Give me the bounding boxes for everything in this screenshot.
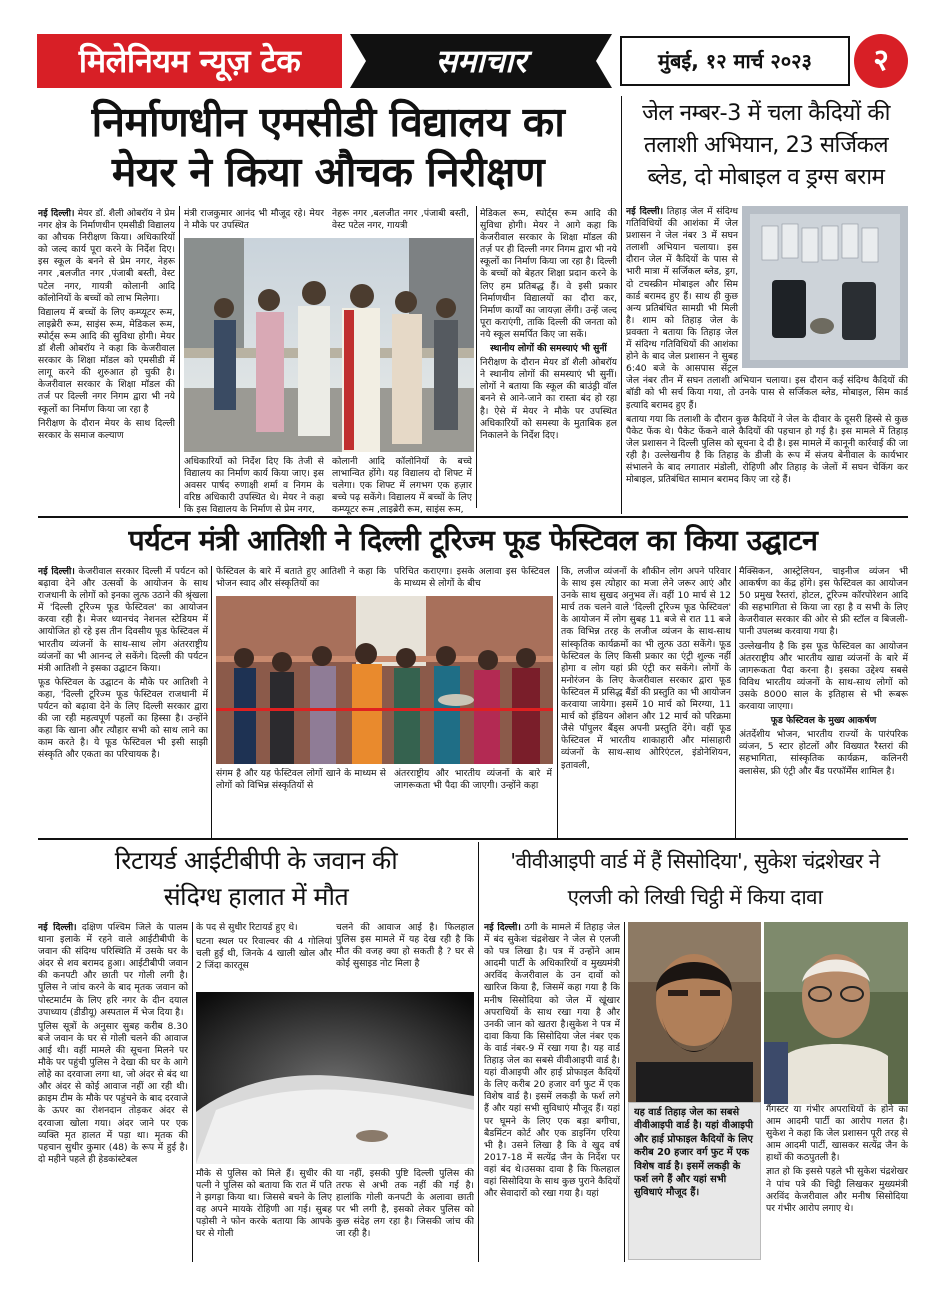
- story4-rule-1: [192, 922, 193, 1262]
- story3-col2-bottom: संगम है और यह फेस्टिवल लोगों खाने के माध्यम से लोगों को विभिन्न संस्कृतियों से: [216, 768, 386, 792]
- story2-p2: बताया गया कि तलाशी के दौरान कुछ कैदियों ने जेल के दीवार के दूसरी हिस्से से कुछ पैकेट फेंक थे। पैकेट फेंकने वाले कैदियों की पहचान हो गई है। इस मामले में तिहाड़ जेल प्रशासन ने दिल्ली पुलिस को सूचना दे दी है। इस मामले में कानूनी कार्रवाई की जा रही है। उल्लेखनीय है कि तिहाड़ के डीजी के रूप में संजय बेनीवाल के कार्यभार संभालने के बाद लगातार मंडोली, रोहिणी और तिहाड़ के जेलों में सघन चेकिंग कर मोबाइल, प्रतिबंधित सामान बरामद किए जा रहे हैं।: [626, 413, 908, 486]
- vertical-divider-bottom: [478, 842, 479, 1262]
- story4-col1-text: दक्षिण पश्चिम जिले के पालम थाना इलाके में रहने वाले आईटीबीपी के जवान की संदिग्ध परिस्थिति में उसके घर के अंदर से शव बरामद हुआ। आईटीबीपी जवान की कनपटी और छाती पर गोली लगी है। पुलिस ने जांच करने के बाद मृतक जवान को पोस्टमार्टम के लिए हरि नगर के दीन दयाल उपाध्याय (डीडीयू) अस्पताल में भेज दिया है।: [38, 922, 188, 1018]
- story3-col1-p2: फूड फेस्टिवल के उद्घाटन के मौके पर आतिशी ने कहा, 'दिल्ली टूरिज्म फूड फेस्टिवल राजधानी में पर्यटन को बढ़ावा देने के लिए दिल्ली सरकार द्वारा की जा रही महत्वपूर्ण पहलों का हिस्सा है। उन्होंने कहा कि खाना और त्यौहार सभी को साथ लाने का काम करते है। ये फूड फेस्टिवल भी इसी साझी संस्कृति और एकता का परिचायक है।: [38, 676, 208, 761]
- story5-column-3: [766, 1104, 908, 1262]
- story2-dateline: नई दिल्ली।: [626, 206, 664, 217]
- story4-headline-line2: संदिग्ध हालात में मौत: [163, 882, 349, 911]
- story5-column-1: [484, 922, 620, 1262]
- story2-body: [626, 206, 908, 510]
- masthead: [0, 0, 945, 95]
- story5-col3-text: गैंगस्टर या गंभीर अपराधियों के होने का आम आदमी पार्टी का आरोप गलत है। सुकेश ने कहा कि जेल प्रशासन पूरी तरह से आम आदमी पार्टी, खासकर सत्येंद्र जैन के हाथों की कठपुतली है।: [766, 1104, 908, 1164]
- food-festival-inauguration-photo: [216, 596, 553, 764]
- story1-rule-2: [476, 206, 477, 508]
- story3-col3-top: परिचित कराएगा। इसके अलावा इस फेस्टिवल के माध्यम से लोगों के बीच: [394, 566, 550, 590]
- section-title: समाचार: [435, 42, 527, 80]
- story3-column-4: कि, लजीज व्यंजनों के शौकीन लोग अपने परिवार के साथ इस त्योहार का मजा लेने जरूर आएं और उनके साथ सुखद अनुभव लें। वहीं 10 मार्च से 12 मार्च तक चलने वाले 'दिल्ली टूरिज्म फूड फेस्टिवल' के आयोजन में लोग सुबह 11 बजे से रात 11 बजे तक विभिन्न तरह के लजीज व्यंजन के साथ-साथ सांस्कृतिक कार्यक्रमों का भी लुत्फ उठा सकेंगे। फूड फेस्टिवल के लिए किसी प्रकार का एंट्री शुल्क नहीं होगा व लोग यहां फ्री एंट्री कर सकेंगे। लोगों के मनोरंजन के लिए केजरीवाल सरकार द्वारा फूड फेस्टिवल में प्रसिद्ध बैंडों की प्रस्तुति का भी आयोजन करवाया जायेगा। इसमें 10 मार्च को मिरग्या, 11 मार्च को इंडियन ओशन और 12 मार्च को परिक्रमा जैसे पॉपुलर बैंड्स अपनी प्रस्तुति देंगे। वहीं फूड फेस्टिवल में भारतीय शाकाहारी और मांसाहारी व्यंजनों के साथ-साथ ओरिएंटल, इंडोनेशियन, इतावली,: [561, 566, 731, 771]
- story1-rule-1: [179, 206, 180, 508]
- dateline: मुंबई, १२ मार्च २०२३: [658, 49, 812, 73]
- story4-col2-top-p2: घटना स्थल पर रिवाल्वर की 4 गोलियां चली हुई थी, जिनके 4 खाली खोल और 2 जिंदा कारतूस: [196, 936, 332, 972]
- story1-col4-text: मेडिकल रूम, स्पोर्ट्स रूम आदि की सुविधा होगी। मेयर ने आगे कहा कि केजरीवाल सरकार के शिक्षा मॉडल की तर्ज़ पर ही दिल्ली नगर निगम द्वारा भी नये स्कूलों का निर्माण किया जा रहा है। दिल्ली के बच्चों को बेहतर शिक्षा प्रदान करने के लिए हम प्रतिबद्ध हैं। वे इसी प्रकार निर्माणधीन विद्यालयों का दौरा कर, निर्माण कार्यों का जायज़ा लेंगी। उन्हें जल्द पूरा कराएंगी, ताकि दिल्ली की जनता को नये स्कूल समर्पित किए जा सकें।: [480, 208, 617, 340]
- covered-body-photo: [196, 992, 474, 1164]
- story4-headline-line1: रिटायर्ड आईटीबीपी के जवान की: [114, 846, 398, 875]
- story3-col2-top: फेस्टिवल के बारे में बताते हुए आतिशी ने कहा कि भोजन स्वाद और संस्कृतियों का: [216, 566, 386, 590]
- story4-col3-top: चलने की आवाज आई है। फिलहाल पुलिस इस मामले में यह देख रही है कि मौत की वजह क्या हो सकती है ? घर से कोई सुसाइड नोट मिला है: [336, 922, 474, 970]
- story3-col3-bottom: अंतरराष्ट्रीय और भारतीय व्यंजनों के बारे में जागरूकता भी पैदा की जाएगी। उन्होंने कहा: [394, 768, 552, 792]
- story3-col5-p2: उल्लेखनीय है कि इस फूड फेस्टिवल का आयोजन अंतरराष्ट्रीय और भारतीय खाद्य व्यंजनों के बारे में जागरूकता पैदा करना है। इसका उद्देश्य सबसे विविध भारतीय व्यंजनों के साथ-साथ लोगों को उसके 8000 साल के इतिहास से भी रूबरू करवाया जाएगा।: [739, 640, 908, 713]
- story1-col4-subhead: स्थानीय लोगों की समस्याएं भी सुनीं: [490, 343, 607, 355]
- story3-col1-text: केजरीवाल सरकार दिल्ली में पर्यटन को बढ़ावा देने और उत्सवों के आयोजन के साथ राजधानी के लोगों को इनका लुत्फ उठाने की श्रृंखला में 'दिल्ली टूरिज्म फूड फेस्टिवल' का आयोजन करवा रही है। मेजर ध्यानचंद नेशनल स्टेडियम में आयोजित हो रहे इस तीन दिवसीय फूड फेस्टिवल में भारतीय व्यंजनों के साथ-साथ लोग अंतरराष्ट्रीय व्यंजनों का भी आनन्द ले सकेंगे। दिल्ली की पर्यटन मंत्री आतिशी ने इसका उद्घाटन किया।: [38, 566, 208, 674]
- sukesh-chandrashekhar-photo: [628, 922, 761, 1104]
- page-number: २: [873, 43, 889, 78]
- story2-headline-line3: ब्लेड, दो मोबाइल व ड्रग्स बराम: [647, 164, 885, 190]
- story1-col3-top: नेहरू नगर ,बलजीत नगर ,पंजाबी बस्ती, वेस्ट पटेल नगर, गायत्री: [332, 208, 469, 232]
- story1-dateline: नई दिल्ली।: [38, 208, 75, 219]
- story1-col1-p3: निरीक्षण के दौरान मेयर के साथ दिल्ली सरकार के समाज कल्याण: [38, 417, 175, 441]
- story1-col1-text: मेयर डॉ. शैली ओबरॉय ने प्रेम नगर क्षेत्र के निर्माणधीन एमसीडी विद्यालय का औचक निरीक्षण किया। अधिकारियों को जल्द कार्य पूरा करने के निर्देश दिए। इस स्कूल के बनने से प्रेम नगर, नेहरू नगर ,बलजीत नगर ,पंजाबी बस्ती, वेस्ट पटेल नगर, गायत्री कोलानी आदि कॉलोनियों के बच्चों को लाभ मिलेगा।: [38, 208, 175, 304]
- vertical-divider-top: [621, 96, 622, 514]
- story1-col2-top: मंत्री राजकुमार आनंद भी मौजूद रहे। मेयर ने मौके पर उपस्थित: [184, 208, 324, 232]
- story3-dateline: नई दिल्ली।: [38, 566, 75, 577]
- story5-col1-text: ठगी के मामले में तिहाड़ जेल में बंद सुकेश चंद्रशेखर ने जेल से एलजी को पत्र लिखा है। पत्र में उन्होंने आम आदमी पार्टी के अधिकारियों व मुख्यमंत्री अरविंद केजरीवाल के उन दावों को खारिज किया है, जिसमें कहा गया है कि मनीष सिसोदिया को जेल में खूंखार अपराधियों के साथ रखा गया है और उनकी जान को खतरा है।सुकेश ने पत्र में दावा किया कि सिसोदिया जेल नंबर एक के वार्ड नंबर-9 में रखा गया है। यह वार्ड तिहाड़ जेल का सबसे वीवीआइपी वार्ड है। यहां वीआइपी और हाई प्रोफाइल कैदियों के लिए करीब 20 हजार वर्ग फुट में एक विशेष वार्ड है। इसमें लकड़ी के फर्श लगे हैं और यहां सभी सुविधाएं मौजूद हैं। यहां पर घूमने के लिए एक बड़ा बगीचा, बैडमिंटन कोर्ट और एक डाइनिंग एरिया भी है। उसने लिखा है कि वे खुद वर्ष 2017-18 में सत्येंद्र जैन के निर्देश पर वहां बंद थे।उसका दावा है कि फिलहाल वहां सिसोदिया के साथ कुछ पुराने कैदियों और सेवादारों को रखा गया है। यहां: [484, 922, 620, 1200]
- story3-rule-2: [557, 566, 558, 840]
- story3-col5-subhead: फूड फेस्टिवल के मुख्य आकर्षण: [770, 715, 877, 727]
- story1-col3-bottom: कोलानी आदि कॉलोनियों के बच्चे लाभान्वित होंगे। यह विद्यालय दो शिफ्ट में चलेगा। एक शिफ्ट में लगभग एक हज़ार बच्चे पढ़ सकेंगे। विद्यालय में बच्चों के लिए कम्प्यूटर रूम ,लाइब्रेरी रूम, साइंस रूम,: [332, 456, 472, 516]
- story1-col1-p2: विद्यालय में बच्चों के लिए कम्प्यूटर रूम, लाइब्रेरी रूम, साइंस रूम, मेडिकल रूम, स्पोर्ट्स रूम आदि की सुविधा होगी। मेयर डॉ शैली ओबरॉय ने कहा कि केजरीवाल सरकार के शिक्षा मॉडल को एमसीडी में लागू करने की शुरुआत हो चुकी है। केजरीवाल सरकार के शिक्षा मॉडल की तर्ज पर दिल्ली नगर निगम द्वारा भी नये स्कूलों का निर्माण किया जा रहा है: [38, 306, 175, 415]
- story4-col2-top-text: के पद से सुधीर रिटायर्ड हुए थे।: [196, 922, 298, 933]
- quote-callout-text: यह वार्ड तिहाड़ जेल का सबसे वीवीआइपी वार्ड है। यहां वीआइपी और हाई प्रोफाइल कैदियों के लिए करीब 20 हजार वर्ग फुट में एक विशेष वार्ड है। इसमें लकड़ी के फर्श लगे हैं और यहां सभी सुविधाएं मौजूद हैं।: [634, 1107, 754, 1199]
- story3-column-1: [38, 566, 208, 840]
- story2-headline-line1: जेल नम्बर-3 में चला कैदियों की: [642, 100, 890, 126]
- story3-rule-1: [211, 566, 212, 840]
- story5-headline-line1: 'वीवीआइपी वार्ड में हैं सिसोदिया', सुकेश चंद्रशेखर ने: [510, 849, 880, 873]
- story3-col5-text: मैक्सिकन, आस्ट्रेलियन, चाइनीज व्यंजन भी आकर्षण का केंद्र होंगे। इस फेस्टिवल का आयोजन 50 प्रमुख रैस्तरां, होटल, टूरिज्म कॉरपोरेशन आदि की सहभागिता से किया जा रहा है व सभी के लिए केजरीवाल सरकार की ओर से फ्री स्टॉल व बिजली-पानी उपलब्ध करवाया गया है।: [739, 566, 908, 638]
- story3-column-5: [739, 566, 908, 840]
- story1-column-1: [38, 208, 175, 508]
- story2-headline-line2: तलाशी अभियान, 23 सर्जिकल: [643, 132, 889, 158]
- story5-dateline: नई दिल्ली।: [484, 922, 521, 933]
- mayor-inspection-photo: [184, 238, 474, 452]
- story1-col4-p2: निरीक्षण के दौरान मेयर डॉ शैली ओबरॉय ने स्थानीय लोगों की समस्याएं भी सुनीं। लोगों ने बताया कि स्कूल की बाउंड्री वॉल बनने से आने-जाने का रास्ता बंद हो रहा है। ऐसे में मेयर ने मौके पर उपस्थित अधिकारियों को समस्या के मुताबिक हल निकालने के निर्देश दिए।: [480, 357, 617, 441]
- story3-col5-p3: अंतर्देशीय भोजन, भारतीय राज्यों के पारंपरिक व्यंजन, 5 स्टार होटलों और विख्यात रैस्तरां की सहभागिता, सांस्कृतिक कार्यक्रम, कलिनरी क्लासेस, फ्री एंट्री और बैंड परफॉर्मेंस शामिल है।: [739, 729, 908, 777]
- story5-col3-p2: ज्ञात हो कि इससे पहले भी सुकेश चंद्रशेखर ने पांच पत्रे की चिट्ठी लिखकर मुख्यमंत्री अरविंद केजरीवाल और मनीष सिसोदिया पर गंभीर आरोप लगाए थे।: [766, 1166, 908, 1214]
- story4-col2-bottom: मौके से पुलिस को मिले हैं। सुधीर की पत्नी ने पुलिस को बताया कि रात में पति ने झगड़ा किया था। जिससे बचने के लिए वह अपने मायके रोहिणी आ गई। सुबह पड़ोसी ने फोन करके बताया कि आपके घर से गोली: [196, 1168, 332, 1240]
- story4-column-1: [38, 922, 188, 1262]
- paper-name: मिलेनियम न्यूज़ टेक: [78, 42, 301, 80]
- story4-col2-top: [196, 922, 332, 982]
- story5-headline-line2: एलजी को लिखी चिट्ठी में किया दावा: [567, 885, 823, 909]
- story1-headline-line1: निर्माणधीन एमसीडी विद्यालय का: [91, 98, 565, 146]
- story4-col3-bottom: या नहीं, इसकी पुष्टि दिल्ली पुलिस की तरफ से अभी तक नहीं की गई है। हालांकि गोली कनपटी के अलावा छाती पर भी लगी है, इसको लेकर पुलिस को कुछ संदेह लग रहा है। जिसकी जांच की जा रही है।: [336, 1168, 474, 1240]
- story4-col1-p2: पुलिस सूत्रों के अनुसार सुबह करीब 8.30 बजे जवान के घर से गोली चलने की आवाज आई थी। वहीं मामले की सूचना मिलने पर मौके पर पहुंची पुलिस ने देखा की घर के आगे लोहे का दरवाजा लगा था, जो अंदर से बंद था और अंदर से कोई आवाज नहीं आ रही थी। क्राइम टीम के मौके पर पहुंचने के बाद दरवाजे के ऊपर का रोशनदान तोड़कर अंदर से दरवाजा खोला गया। अंदर जाने पर एक व्यक्ति मृत हालत में पड़ा था। मृतक की पहचान सुधीर कुमार (48) के रूप में हुई है। दो महीने पहले ही हेडकांस्टेबल: [38, 1020, 188, 1165]
- story2-text: तिहाड़ जेल में संदिग्ध गतिविधियों की आशंका में जेल प्रशासन ने जेल नंबर 3 में सघन तलाशी अभियान चलाया। इस दौरान जेल में कैदियों के पास से भारी मात्रा में सर्जिकल ब्लेड, ड्रग, दो टचस्क्रीन मोबाइल और सिम कार्ड बरामद हुए हैं। साथ ही कुछ अन्य प्रतिबंधित सामग्री भी मिली है। शाम को तिहाड़ जेल के प्रवक्ता ने बताया कि तिहाड़ जेल में संदिग्ध गतिविधियों की आशंका होने के बाद जेल प्रशासन ने सुबह 6:40 बजे के आसपास सेंट्रल जेल नंबर तीन में सघन तलाशी अभियान चलाया। इस दौरान कई संदिग्ध कैदियों की बॉडी को भी सर्च किया गया, तो उनके पास से सर्जिकल ब्लेड, मोबाइल, सिम कार्ड इत्यादि बरामद हुए हैं।: [626, 206, 908, 411]
- story1-headline-line2: मेयर ने किया औचक निरीक्षण: [111, 148, 545, 196]
- manish-sisodia-photo: [764, 922, 908, 1104]
- story1-column-4: [480, 208, 617, 508]
- story5-rule-1: [624, 922, 625, 1262]
- story1-col2-bottom: अधिकारियों को निर्देश दिए कि तेजी से विद्यालय का निर्माण कार्य किया जाए। इस अवसर पार्षद रुणाक्षी शर्मा व निगम के वरिष्ठ अधिकारी उपस्थित थे। मेयर ने कहा कि इस विद्यालय के निर्माण से प्रेम नगर,: [184, 456, 324, 516]
- story4-dateline: नई दिल्ली।: [38, 922, 77, 933]
- story3-rule-3: [735, 566, 736, 840]
- story3-headline: पर्यटन मंत्री आतिशी ने दिल्ली टूरिज्म फूड फेस्टिवल का किया उद्घाटन: [128, 524, 818, 557]
